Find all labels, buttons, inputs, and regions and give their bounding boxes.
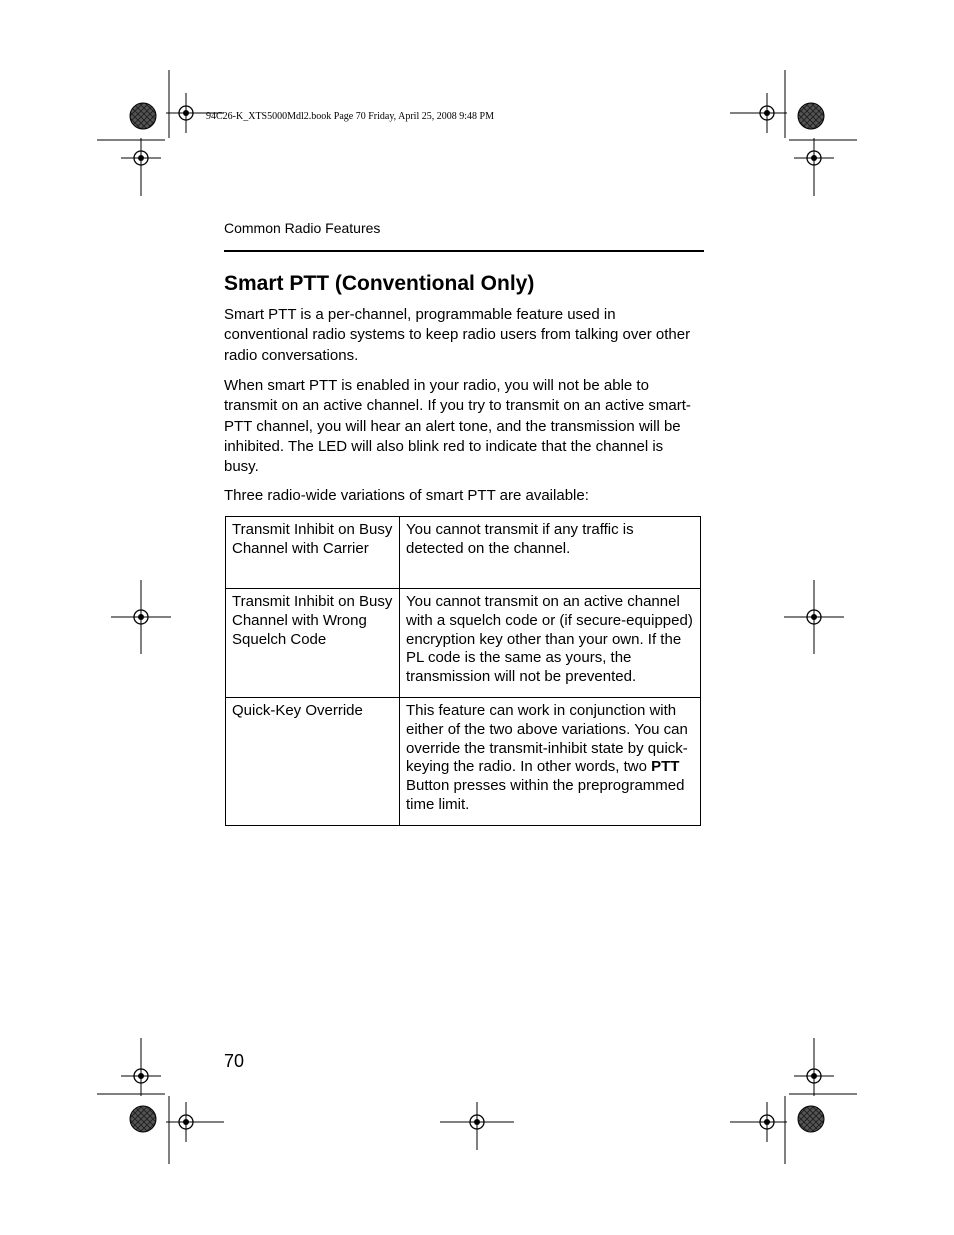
description-paragraph: When smart PTT is enabled in your radio, you will not be able to transmit on an active channel. If you try to transmit on an active smart-PTT channel, you will hear an alert tone, and the transmission will be inhibited. The LED will also blink red to indicate that the channel is busy. bbox=[224, 377, 691, 476]
feature-description-cell: You cannot transmit on an active channel with a squelch code or (if secure-equipped) encryption key other than your own. If the PL code is the same as yours, the transmission will not be prevented. bbox=[400, 589, 701, 698]
running-head: Common Radio Features bbox=[224, 220, 381, 236]
ptt-button-name: PTT bbox=[651, 758, 680, 776]
table-row bbox=[226, 698, 701, 826]
starburst-mark-bottom-right bbox=[798, 1106, 824, 1132]
book-info-slug: 94C26-K_XTS5000Mdl2.book Page 70 Friday, April 25, 2008 9:48 PM bbox=[206, 111, 494, 122]
page-number: 70 bbox=[224, 1051, 245, 1071]
starburst-mark-bottom-left bbox=[130, 1106, 156, 1132]
intro-paragraph: Smart PTT is a per-channel, programmable feature used in conventional radio systems to keep radio users from talking over other radio conversations. bbox=[224, 306, 691, 364]
feature-name-cell: Transmit Inhibit on Busy Channel with Wrong Squelch Code bbox=[226, 589, 400, 698]
feature-name-cell: Transmit Inhibit on Busy Channel with Carrier bbox=[226, 517, 400, 589]
starburst-mark-top-left bbox=[130, 103, 156, 129]
smart-ptt-variations-table bbox=[225, 516, 701, 826]
feature-description-cell: You cannot transmit if any traffic is detected on the channel. bbox=[400, 517, 701, 589]
table-row bbox=[226, 517, 701, 589]
header-rule bbox=[224, 250, 704, 252]
variations-lead-paragraph: Three radio-wide variations of smart PTT are available: bbox=[224, 487, 589, 504]
description-text: This feature can work in conjunction with either of the two above variations. You can override the transmit-inhibit state by quick-keying the radio. In other words, two bbox=[406, 702, 688, 776]
starburst-mark-top-right bbox=[798, 103, 824, 129]
feature-name-cell: Quick-Key Override bbox=[226, 698, 400, 826]
table-row bbox=[226, 589, 701, 698]
feature-description-cell bbox=[400, 698, 701, 826]
description-text: Button presses within the preprogrammed time limit. bbox=[406, 777, 685, 813]
section-title: Smart PTT (Conventional Only) bbox=[224, 272, 535, 295]
